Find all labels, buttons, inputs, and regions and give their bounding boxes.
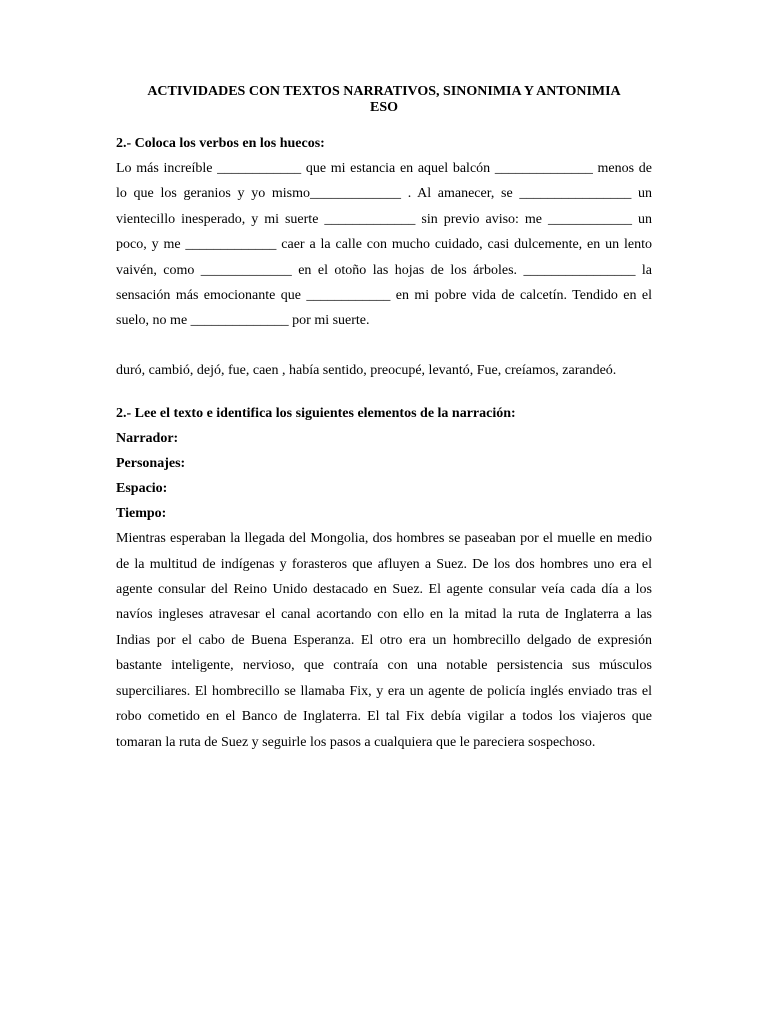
espacio-label: Espacio: <box>116 481 168 497</box>
word-bank: duró, cambió, dejó, fue, caen , había sentido, preocupé, levantó, Fue, creíamos, zarandeó. <box>116 362 617 378</box>
document-title <box>116 84 652 116</box>
tiempo-label: Tiempo: <box>116 506 167 522</box>
fill-in-paragraph: Lo más increíble ____________ que mi estancia en aquel balcón ______________ menos de lo que los geranios y yo mismo_____________ . Al amanecer, se ________________ un vientecillo inesperado, y mi suerte _____________ sin previo aviso: me ____________ un poco, y me _____________ caer a la calle con mucho cuidado, casi dulcemente, en un lento vaivén, como _____________ en el otoño las hojas de los árboles. ________________ la sensación más emocionante que ____________ en mi pobre vida de calcetín. Tendido en el suelo, no me ______________ por mi suerte. <box>116 161 652 329</box>
narrador-label: Narrador: <box>116 431 179 447</box>
title-line-2: ESO <box>369 100 398 115</box>
personajes-label: Personajes: <box>116 456 186 472</box>
document-page <box>116 84 652 755</box>
section2-heading: 2.- Lee el texto e identifica los siguientes elementos de la narración: <box>116 406 516 422</box>
title-line-1: ACTIVIDADES CON TEXTOS NARRATIVOS, SINONIMIA Y ANTONIMIA <box>147 84 621 99</box>
section1-heading: 2.- Coloca los verbos en los huecos: <box>116 136 325 151</box>
narrative-paragraph: Mientras esperaban la llegada del Mongolia, dos hombres se paseaban por el muelle en medio de la multitud de indígenas y forasteros que afluyen a Suez. De los dos hombres uno era el agente consular del Reino Unido destacado en Suez. El agente consular veía cada día a los navíos ingleses atravesar el canal acortando con ello en la mitad la ruta de Inglaterra a las Indias por el cabo de Buena Esperanza. El otro era un hombrecillo delgado de expresión bastante inteligente, nervioso, que contraía con una notable persistencia sus músculos superciliares. El hombrecillo se llamaba Fix, y era un agente de policía inglés enviado tras el robo cometido en el Banco de Inglaterra. El tal Fix debía vigilar a todos los viajeros que tomaran la ruta de Suez y seguirle los pasos a cualquiera que le pareciera sospechoso. <box>116 531 652 750</box>
